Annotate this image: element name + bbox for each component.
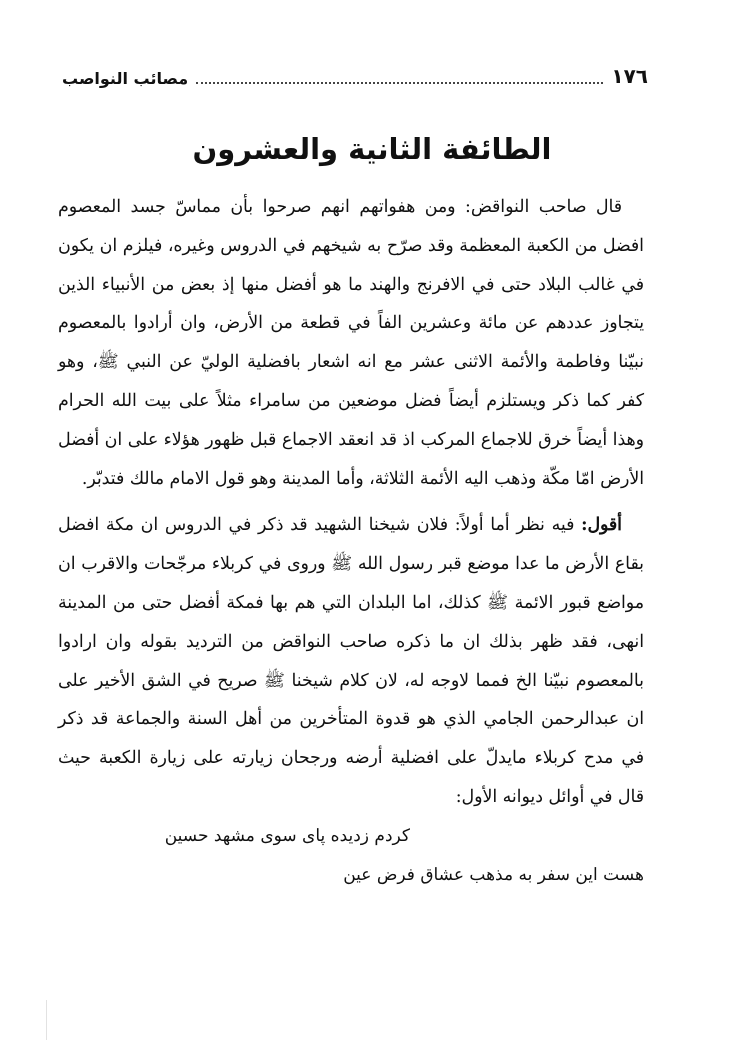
header-dotted-leader: [196, 81, 603, 84]
paragraph-2-lead: أقول:: [581, 515, 622, 536]
paragraph-2: [58, 506, 644, 816]
paragraph-1: قال صاحب النواقض: ومن هفواتهم انهم صرحوا بأن مماسّ جسد المعصوم افضل من الكعبة المعظمة وقد صرّح به شيخهم في الدروس وغيره، فيلزم ان يكون في غالب البلاد حتى في الافرنج والهند ما هو أفضل منها إذ بعض من الأنبياء الذين يتجاوز عددهم عن مائة وعشرين الفاً في قطعة من الأرض، وان أرادوا بالمعصوم نبيّنا وفاطمة والأئمة الاثنى عشر مع انه اشعار بافضلية الوليّ عن النبي ﷺ، وهو كفر كما ذكر ويستلزم أيضاً فضل موضعين من سامراء مثلاً على بيت الله الحرام وهذا أيضاً خرق للاجماع المركب اذ قد انعقد الاجماع قبل ظهور هؤلاء على ان أفضل الأرض امّا مكّة وذهب اليه الأئمة الثلاثة، وأما المدينة وهو قول الامام مالك فتدبّر.: [58, 197, 644, 489]
verse-line-1: كردم زديده پاى سوى مشهد حسين: [164, 825, 410, 846]
chapter-title: الطائفة الثانية والعشرون: [192, 132, 552, 166]
scan-margin-mark: [46, 1000, 47, 1040]
running-title: مصائب النواصب: [62, 69, 189, 88]
verse-line-2: هست اين سفر به مذهب عشاق فرض عين: [343, 864, 644, 885]
paragraph-2-text: فيه نظر أما أولاً: فلان شيخنا الشهيد قد ذكر في الدروس ان مكة افضل بقاع الأرض ما عدا موضع قبر رسول الله ﷺ وروى في كربلاء مرجّحات والاقرب ان مواضع قبور الائمة ﷺ كذلك، اما البلدان التي هم بها فمكة أفضل حتى من المدينة انهى، فقد ظهر بذلك ان ما ذكره صاحب النواقض من الترديد بقوله وان ارادوا بالمعصوم نبيّنا الخ فمما لاوجه له، لان كلام شيخنا ﷺ صريح في الشق الأخير على ان عبدالرحمن الجامي الذي هو قدوة المتأخرين من أهل السنة والجماعة قد ذكر في مدح كربلاء مايدلّ على افضلية أرضه ورجحان زيارته على زيارة الكعبة حيث قال في أوائل ديوانه الأول:: [58, 515, 644, 807]
page-header: [62, 58, 648, 88]
body-text: [58, 188, 644, 894]
page-number: ١٧٦: [611, 64, 648, 88]
